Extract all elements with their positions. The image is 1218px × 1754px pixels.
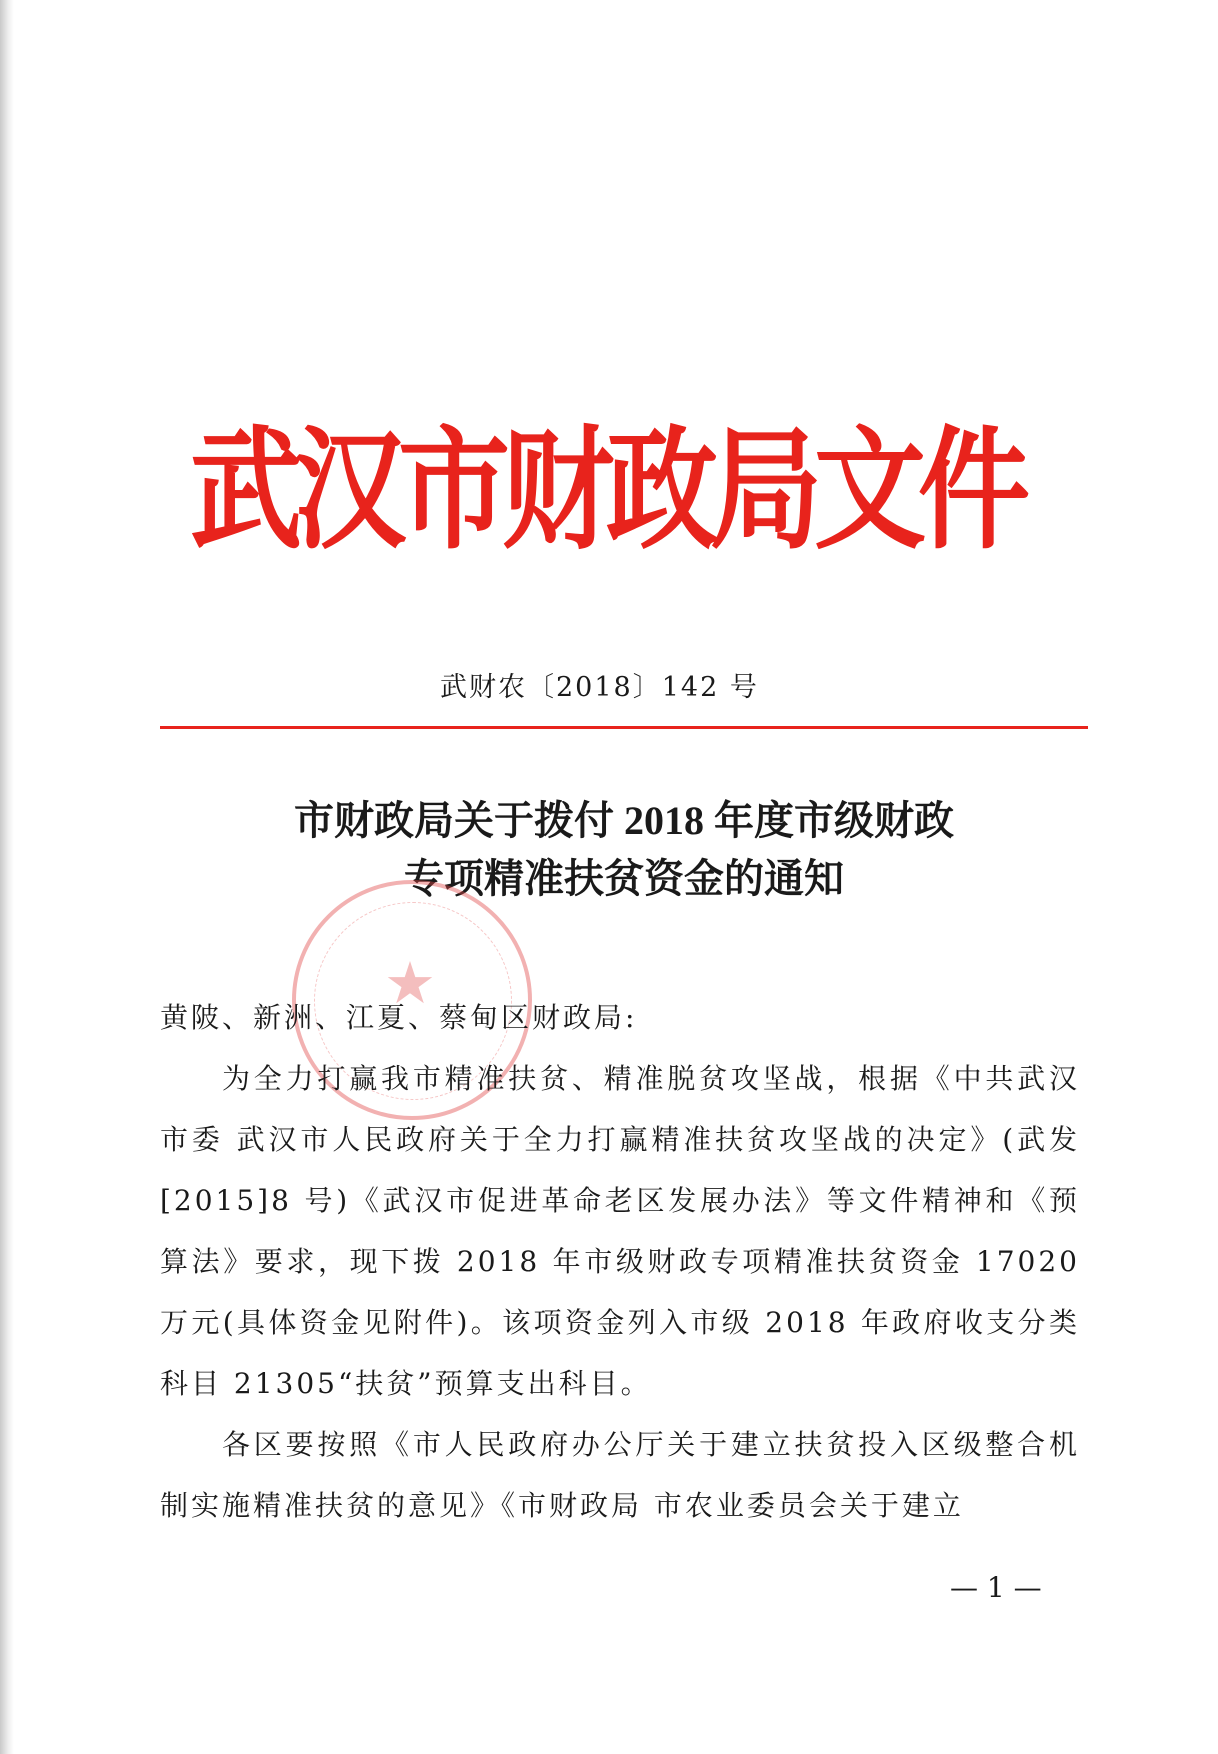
document-title-line-2: 专项精准扶贫资金的通知 [404, 856, 844, 901]
page-edge [0, 0, 14, 1754]
document-title [160, 792, 1088, 908]
document-body [160, 987, 1080, 1536]
document-title-line-1: 市财政局关于拨付 2018 年度市级财政 [294, 798, 954, 843]
issuer-header-title: 武汉市财政局文件 [190, 413, 1022, 568]
document-number: 武财农〔2018〕142 号 [440, 672, 759, 703]
body-paragraph-1: 为全力打赢我市精准扶贫、精准脱贫攻坚战，根据《中共武汉市委 武汉市人民政府关于全力打赢精准扶贫攻坚战的决定》(武发[2015]8 号)《武汉市促进革命老区发展办法》等文件精神和《预算法》要求，现下拨 2018 年市级财政专项精准扶贫资金 17020 万元(具体资金见附件)。该项资金列入市级 2018 年政府收支分类科目 21305“扶贫”预算支出科目。 [160, 1062, 1080, 1400]
body-paragraph-2: 各区要按照《市人民政府办公厅关于建立扶贫投入区级整合机制实施精准扶贫的意见》《市财政局 市农业委员会关于建立 [160, 1428, 1080, 1522]
addressee-line: 黄陂、新洲、江夏、蔡甸区财政局: [160, 1001, 638, 1034]
seal-star-icon: ★ [384, 949, 436, 1017]
page-number: — 1 — [950, 1571, 1042, 1604]
red-divider-line [160, 726, 1088, 729]
